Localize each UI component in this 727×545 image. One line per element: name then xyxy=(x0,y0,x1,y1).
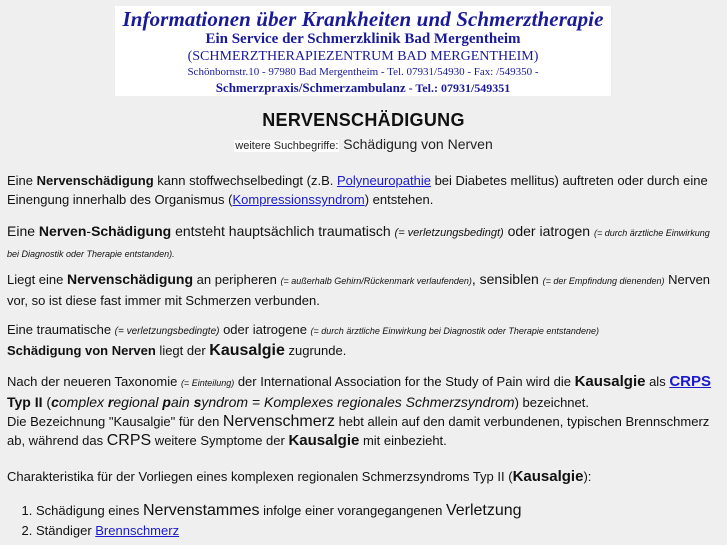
paragraph-5: Nach der neueren Taxonomie (= Einteilung) der International Association for the Study of Pain wird die Kausalgie als CRPS Typ II (complex regional pain syndrom = Komplexes regionales Schmerzsyndrom) bezeichnet. Die Bezeichnung "Kausalgie" für den Nervenschmerz hebt allein auf den damit verbundenen, typischen Brennschmerz ab, während das CRPS weitere Symptome der Kausalgie mit einbezieht. xyxy=(7,373,711,449)
link-kompressionssyndrom[interactable]: Kompressionssyndrom xyxy=(232,192,365,207)
practice-name: Schmerzpraxis/Schmerzambulanz xyxy=(215,80,406,95)
paragraph-1: Eine Nervenschädigung kann stoffwechselbedingt (z.B. Polyneuropathie bei Diabetes mellitus) auftreten oder durch eine Einengung innerhalb des Organismus (Kompressionssyndrom) entstehen. xyxy=(7,173,708,207)
search-terms xyxy=(0,136,727,152)
banner-address: Schönbornstr.10 - 97980 Bad Mergentheim - Tel. 07931/54930 - Fax: /549350 - xyxy=(187,66,539,78)
practice-phone: - Tel.: 07931/549351 xyxy=(405,81,511,95)
paragraph-6: Charakteristika für der Vorliegen eines komplexen regionalen Schmerzsyndroms Typ II (Kausalgie): xyxy=(7,468,592,485)
banner-center-name: (SCHMERZTHERAPIEZENTRUM BAD MERGENTHEIM) xyxy=(187,49,539,64)
search-terms-value: Schädigung von Nerven xyxy=(339,136,493,152)
banner-title: Informationen über Krankheiten und Schmerztherapie xyxy=(122,7,604,31)
banner-service: Ein Service der Schmerzklinik Bad Mergentheim xyxy=(205,31,521,47)
characteristics-list xyxy=(7,501,522,541)
paragraph-2: Eine Nerven-Schädigung entsteht hauptsächlich traumatisch (= verletzungsbedingt) oder iatrogen (= durch ärztliche Einwirkung bei Diagnostik oder Therapie entstanden). xyxy=(7,223,710,259)
page-title: NERVENSCHÄDIGUNG xyxy=(262,110,465,130)
link-brennschmerz[interactable]: Brennschmerz xyxy=(95,523,180,538)
link-crps[interactable]: CRPS xyxy=(669,373,711,390)
search-terms-label: weitere Suchbegriffe: xyxy=(235,140,339,152)
link-polyneuropathie[interactable]: Polyneuropathie xyxy=(336,173,431,188)
banner-practice xyxy=(115,80,611,96)
list-item: 1. Schädigung eines Nervenstammes infolge einer vorangegangenen Verletzung xyxy=(36,501,522,521)
header-banner xyxy=(115,6,611,96)
list-item: 2. Ständiger Brennschmerz xyxy=(36,521,522,541)
paragraph-4: Eine traumatische (= verletzungsbedingte) oder iatrogene (= durch ärztliche Einwirkung bei Diagnostik oder Therapie entstandene) Schädigung von Nerven liegt der Kausalgie zugrunde. xyxy=(7,322,599,359)
paragraph-3: Liegt eine Nervenschädigung an peripheren (= außerhalb Gehirn/Rückenmark verlaufenden), sensiblen (= der Empfindung dienenden) Nerven vor, so ist diese fast immer mit Schmerzen verbunden. xyxy=(7,271,711,308)
